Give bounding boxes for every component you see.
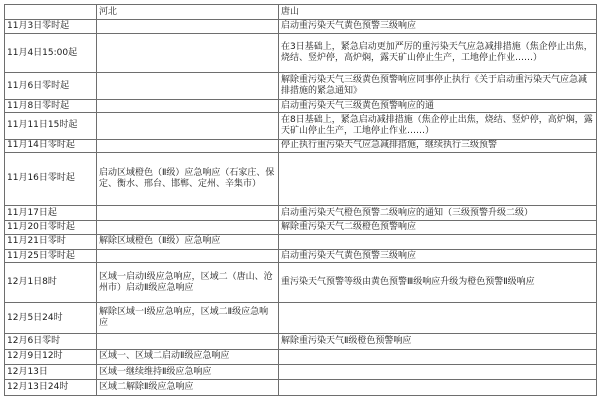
tangshan-cell: 在3日基础上，紧急启动更加严厉的重污染天气应急减排措施（焦企停止出焦，烧结、竖炉停，高炉焖，露天矿山停止生产，工地停止作业……） <box>279 33 597 73</box>
hebei-cell: 区域一启动Ⅰ级应急响应，区域二（唐山、沧州市）启动Ⅱ级应急响应 <box>97 263 279 303</box>
tangshan-cell <box>279 364 597 379</box>
table-row <box>5 33 597 73</box>
alert-response-table <box>4 4 597 396</box>
date-cell: 11月25日零时起 <box>5 250 97 263</box>
date-cell: 12月1日8时 <box>5 263 97 303</box>
hebei-cell <box>97 250 279 263</box>
hebei-cell <box>97 20 279 33</box>
date-cell: 11月21日零时 <box>5 234 97 249</box>
table-row <box>5 139 597 152</box>
date-cell: 11月14日零时起 <box>5 139 97 152</box>
header-hebei-cell: 河北 <box>97 5 279 20</box>
hebei-cell <box>97 205 279 220</box>
header-date-cell <box>5 5 97 20</box>
hebei-cell <box>97 73 279 100</box>
hebei-cell: 启动区域橙色（Ⅱ级）应急响应（石家庄、保定、衡水、邢台、邯郸、定州、辛集市） <box>97 152 279 205</box>
hebei-cell <box>97 221 279 234</box>
table-row <box>5 250 597 263</box>
hebei-cell: 解除区域一Ⅰ级应急响应，区域二Ⅱ级应急响应 <box>97 303 279 334</box>
table-row <box>5 205 597 220</box>
header-tangshan-cell: 唐山 <box>279 5 597 20</box>
tangshan-cell <box>279 234 597 249</box>
date-cell: 12月5日24时 <box>5 303 97 334</box>
table-row <box>5 364 597 379</box>
date-cell: 11月4日15:00起 <box>5 33 97 73</box>
table-row <box>5 221 597 234</box>
date-cell: 11月11日15时起 <box>5 113 97 140</box>
tangshan-cell: 重污染天气预警等级由黄色预警Ⅲ级响应升级为橙色预警Ⅱ级响应 <box>279 263 597 303</box>
tangshan-cell <box>279 303 597 334</box>
date-cell: 11月17日起 <box>5 205 97 220</box>
date-cell: 12月13日 <box>5 364 97 379</box>
table-row <box>5 303 597 334</box>
hebei-cell <box>97 99 279 112</box>
tangshan-cell: 解除重污染天气二级橙色预警响应 <box>279 221 597 234</box>
hebei-cell: 解除区域橙色（Ⅱ级）应急响应 <box>97 234 279 249</box>
table-row <box>5 263 597 303</box>
date-cell: 11月6日零时起 <box>5 73 97 100</box>
table-row <box>5 73 597 100</box>
table-header-row <box>5 5 597 20</box>
date-cell: 12月13日24时 <box>5 380 97 396</box>
hebei-cell: 区域一、区域二启动Ⅱ级应急响应 <box>97 349 279 364</box>
tangshan-cell: 启动重污染天气橙色预警二级响应的通知（三级预警升级二级） <box>279 205 597 220</box>
tangshan-cell: 停止执行重污染天气应急减排措施，继续执行三级预警 <box>279 139 597 152</box>
tangshan-cell: 解除重污染天气Ⅱ级橙色预警响应 <box>279 334 597 349</box>
date-cell: 11月8日零时起 <box>5 99 97 112</box>
table-row <box>5 113 597 140</box>
hebei-cell <box>97 113 279 140</box>
tangshan-cell: 在8日基础上，紧急启动减排措施（焦企停止出焦，烧结、竖炉停，高炉焖，露天矿山停止生产，工地停止作业……） <box>279 113 597 140</box>
table-row <box>5 152 597 205</box>
date-cell: 11月3日零时起 <box>5 20 97 33</box>
table-row <box>5 234 597 249</box>
table-row <box>5 20 597 33</box>
hebei-cell: 区域二解除Ⅱ级应急响应 <box>97 380 279 396</box>
tangshan-cell: 启动重污染天气三级黄色预警响应的通 <box>279 99 597 112</box>
hebei-cell: 区域一继续维持Ⅱ级应急响应 <box>97 364 279 379</box>
date-cell: 11月16日零时起 <box>5 152 97 205</box>
tangshan-cell: 启动重污染天气黄色预警三级响应 <box>279 250 597 263</box>
hebei-cell <box>97 139 279 152</box>
date-cell: 12月9日12时 <box>5 349 97 364</box>
tangshan-cell <box>279 349 597 364</box>
tangshan-cell <box>279 380 597 396</box>
hebei-cell <box>97 334 279 349</box>
table-row <box>5 349 597 364</box>
table-row <box>5 99 597 112</box>
date-cell: 12月6日零时 <box>5 334 97 349</box>
tangshan-cell: 启动重污染天气黄色预警三级响应 <box>279 20 597 33</box>
table-row <box>5 334 597 349</box>
hebei-cell <box>97 33 279 73</box>
table-row <box>5 380 597 396</box>
tangshan-cell: 解除重污染天气三级黄色预警响应同事停止执行《关于启动重污染天气应急减排措施的紧急通知》 <box>279 73 597 100</box>
date-cell: 11月20日零时起 <box>5 221 97 234</box>
tangshan-cell <box>279 152 597 205</box>
